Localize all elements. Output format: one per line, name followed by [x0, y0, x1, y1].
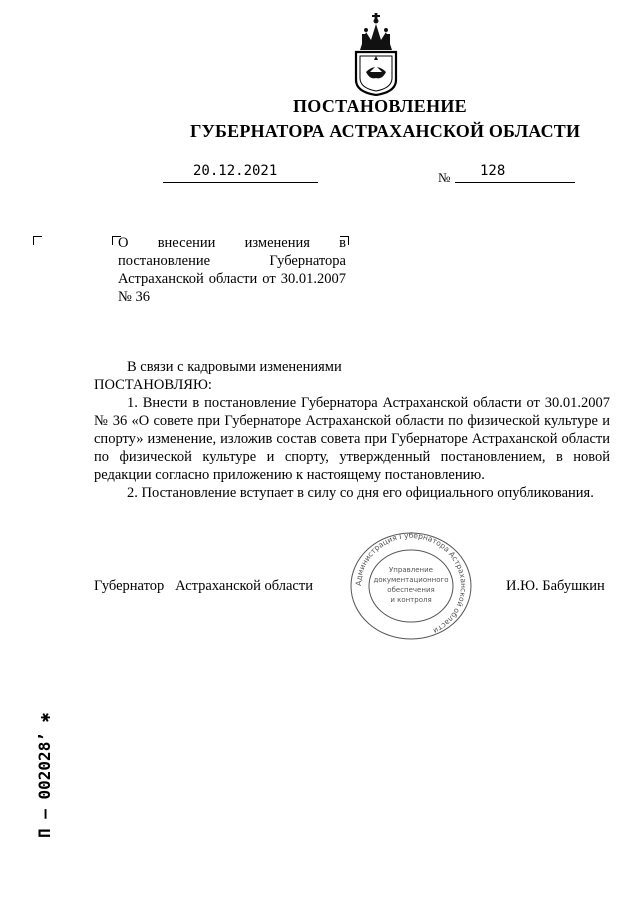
- body-item-2: 2. Постановление вступает в силу со дня его официального опубликования.: [127, 485, 594, 501]
- signer-position: Губернатор Астраханской области: [94, 578, 313, 594]
- stamp-line-1: Управление: [389, 566, 433, 574]
- stamp-line-3: обеспечения: [387, 586, 435, 594]
- coat-of-arms-emblem: [352, 10, 400, 96]
- stamp-line-2: документационного: [373, 576, 449, 584]
- side-registration-mark: [20, 700, 60, 840]
- document-body: [94, 358, 610, 502]
- date-value: 20.12.2021: [193, 163, 278, 179]
- stamp-line-4: и контроля: [390, 596, 432, 604]
- subject-corner-mark-left: [33, 236, 42, 245]
- number-underline: [455, 182, 575, 183]
- signer-name: И.Ю. Бабушкин: [506, 578, 605, 594]
- official-stamp: [346, 530, 476, 642]
- body-item-1: 1. Внести в постановление Губернатора Астраханской области от 30.01.2007 № 36 «О совете при Губернаторе Астраханской области по физической культуре и спорту» изменение, изложив состав совета при Губернаторе Астраханской области по физической культуре и спорту, утвержденный постановлением, в новой редакции согласно приложению к настоящему постановлению.: [94, 395, 610, 483]
- side-mark-text: П – 002028’ ✱: [35, 712, 54, 838]
- body-decree: ПОСТАНОВЛЯЮ:: [94, 377, 212, 393]
- body-intro: В связи с кадровыми изменениями: [127, 359, 342, 375]
- document-subject: О внесении изменения в постановление Губернатора Астраханской области от 30.01.2007 № 36: [118, 235, 346, 305]
- date-underline: [163, 182, 318, 183]
- document-title: ПОСТАНОВЛЕНИЕ: [293, 96, 467, 116]
- number-value: 128: [480, 163, 506, 179]
- stamp-ring-text: Администрация Губернатора Астраханской области: [353, 530, 469, 636]
- number-label: №: [438, 170, 451, 185]
- document-subtitle: ГУБЕРНАТОРА АСТРАХАНСКОЙ ОБЛАСТИ: [190, 121, 581, 141]
